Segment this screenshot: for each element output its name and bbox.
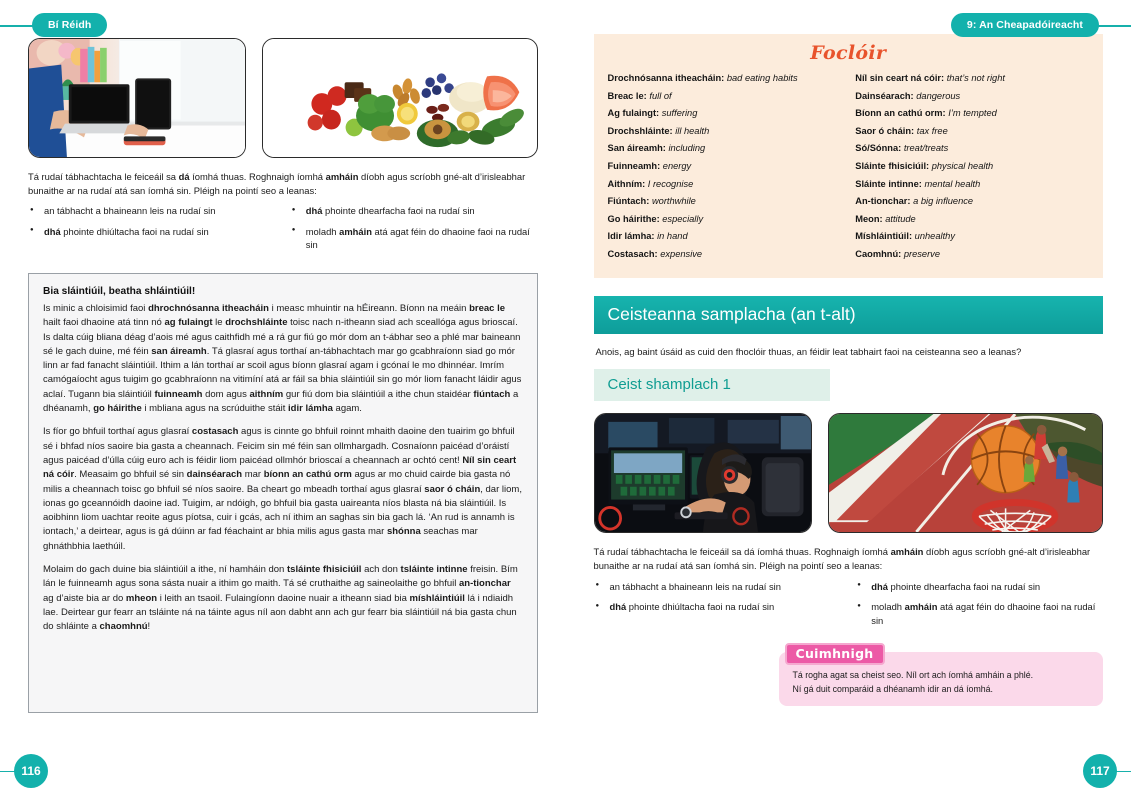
header-tab-left: Bí Réidh xyxy=(32,13,107,37)
article-paragraph: Molaim do gach duine bia sláintiúil a ithe, ní hamháin don tsláinte fhisiciúil ach don tsláinte intinne freisin. Bím lán le fuinneamh agus sona sásta nuair a ithim go maith. Tá sé cruthaithe ag saineolaithe go bhfuil an-tionchar ag d’aiste bia ar do mheon i leith an tsaoil. Fulaingíonn daoine nuair a itheann siad bia míshláintiúil lá i ndiaidh lae. Deirtear gur fearr an tsláinte ná na táinte agus níl aon dabht ann ach gur fearr bia sláintiúil ná bia gasta chun do shláinte a chaomhnú! xyxy=(43,564,518,633)
vocabulary-entry: Fuinneamh: energy xyxy=(607,160,692,171)
cuimhnigh-tag: Cuimhnigh xyxy=(785,643,885,665)
vocabulary-entry: Míshláintiúil: unhealthy xyxy=(855,231,955,242)
article-paragraph: Is fíor go bhfuil torthaí agus glasraí costasach agus is cinnte go bhfuil roinnt mhaith daoine den tuairim go bhfuil sé i bhfad níos saoire bia gasta a cheannach. Feicim sin mé féin san ollmhargadh. Cosnaíonn paicéad d’oráistí agus paicéad d’úlla cúig euro ach is féidir liom paicéad ollmhór brioscaí a cheannach ar ochtó cent! Níl sin ceart ná cóir. Measaim go bhfuil sé sin dainséarach mar bíonn an cathú orm agus ar mo chuid cairde bia gasta nó milis a cheannach toisc go bhfuil sé níos saoire. Ba cheart go mbeadh torthaí agus glasraí saor ó cháin, dar liom, ionas go gceannóidh daoine iad. Tuigim, ar ndóigh, go bhfuil bia gasta uaireanta níos blasta ná bia sláintiúil. Is aoibhinn liom uachtar reoite agus píotsa, cuir i gcás, ach ní ithim an saghas sin bia gach lá. ‘An rud is annamh is iontach,’ a deirtear, agus is gá dúinn ar fad féachaint ar bhia milis agus gasta mar shónna seachas mar ghnáthbhia laethúil. xyxy=(43,426,522,552)
vocabulary-entry: Saor ó cháin: tax free xyxy=(855,125,948,136)
vocabulary-entry: Dainséarach: dangerous xyxy=(855,90,961,101)
right-bullets-col2 xyxy=(855,580,1103,635)
page-number-right: 117 xyxy=(1083,754,1117,788)
sample-article-box xyxy=(28,273,538,713)
article-paragraph: Is minic a chloisimid faoi dhrochnósanna itheacháin i measc mhuintir na hÉireann. Bíonn na meáin breac le hailt faoi dhaoine atá tinn nó ag fulaingt le drochshláinte toisc nach n-itheann siad ach sceallóga agus brioscaí. Is dalta cúig bliana déag d’aois mé agus caithfidh mé a rá gur fiú go mór dom an t-ábhar seo a phlé mar baineann sé le gach duine, mé féin san áireamh. Tá glasraí agus torthaí an-tábhachtach mar go gcabhraíonn siad go mór linn ar fad fanacht sláintiúil. Ithim a lán torthaí ar scoil agus bíonn glasraí agam i gcónaí le mo dhinnéar. Imrím camógaíocht agus tuigim go gcabhraíonn na vitimíní atá ar fáil sa bhia sláintiúil sin go mór liom fanacht láidir agus aclaí. Tugann bia sláintiúil fuinneamh dom agus aithním gur fiú dom bia sláintiúil a ithe chun staidéar fiúntach a dhéanamh, go háirithe i mbliana agus na scrúduithe stáit idir lámha agam. xyxy=(43,302,522,415)
vocabulary-entry: Drochshláinte: ill health xyxy=(607,125,710,136)
left-bullets xyxy=(28,204,538,259)
photo-devices xyxy=(28,38,246,158)
right-image-row xyxy=(594,413,1104,533)
vocabulary-entry: Ag fulaingt: suffering xyxy=(607,108,698,119)
vocabulary-entry: Só/Sónna: treat/treats xyxy=(855,143,949,154)
left-image-row xyxy=(28,38,538,158)
section-intro-text: Anois, ag baint úsáid as cuid den fhoclóir thuas, an féidir leat tabhairt faoi na ceisteanna seo a leanas? xyxy=(595,345,1022,357)
photo-gaming xyxy=(594,413,812,533)
vocabulary-box xyxy=(594,34,1104,278)
left-intro-text: Tá rudaí tábhachtacha le feiceáil sa dá íomhá thuas. Roghnaigh íomhá amháin díobh agus scríobh gné-alt d’irisleabhar bunaithe ar na rudaí atá san íomhá sin. Pléigh na pointí seo a leanas: xyxy=(28,171,526,196)
photo-healthy-food xyxy=(262,38,537,158)
cuimhnigh-callout xyxy=(779,646,1104,706)
right-intro-text: Tá rudaí tábhachtacha le feiceáil sa dá íomhá thuas. Roghnaigh íomhá amháin díobh agus scríobh gné-alt d’irisleabhar bunaithe ar na rudaí atá san íomhá sin. Pléigh na pointí seo a leanas: xyxy=(593,546,1091,571)
vocabulary-columns xyxy=(608,70,1090,264)
vocabulary-column-1 xyxy=(608,70,842,264)
list-item: ● dhá phointe dhiúltacha faoi na rudaí sin xyxy=(594,600,842,614)
article-title: Bia sláintiúil, beatha shláintiúil! xyxy=(43,285,196,297)
list-item: ● dhá phointe dhearfacha faoi na rudaí sin xyxy=(855,580,1103,594)
vocabulary-column-2 xyxy=(855,70,1089,264)
vocabulary-entry: Sláinte fhisiciúil: physical health xyxy=(855,160,994,171)
vocabulary-entry: Aithním: I recognise xyxy=(607,178,694,189)
vocabulary-entry: Fiúntach: worthwhile xyxy=(607,196,696,207)
cuimhnigh-line: Ní gá duit comparáid a dhéanamh idir an dá íomhá. xyxy=(792,683,993,694)
vocabulary-entry: Sláinte intinne: mental health xyxy=(855,178,981,189)
vocabulary-entry: Meon: attitude xyxy=(855,213,916,224)
vocabulary-entry: An-tionchar: a big influence xyxy=(855,196,974,207)
vocabulary-entry: Bíonn an cathú orm: I’m tempted xyxy=(855,108,997,119)
vocabulary-entry: Breac le: full of xyxy=(607,90,672,101)
sub-heading: Ceist shamplach 1 xyxy=(594,369,830,401)
list-item: ● an tábhacht a bhaineann leis na rudaí sin xyxy=(28,204,276,218)
vocabulary-entry: Níl sin ceart ná cóir: that’s not right xyxy=(855,73,1005,83)
page-number-left: 116 xyxy=(14,754,48,788)
vocabulary-entry: Idir lámha: in hand xyxy=(607,231,688,242)
vocabulary-entry: San áireamh: including xyxy=(607,143,706,154)
list-item: ● moladh amháin atá agat féin do dhaoine faoi na rudaí sin xyxy=(290,225,538,252)
right-bullets xyxy=(594,580,1104,635)
cuimhnigh-line: Tá rogha agat sa cheist seo. Níl ort ach íomhá amháin a phlé. xyxy=(792,670,1034,681)
vocabulary-entry: Drochnósanna itheacháin: bad eating habits xyxy=(607,73,798,83)
right-bullets-col1 xyxy=(594,580,842,635)
vocabulary-entry: Caomhnú: preserve xyxy=(855,248,940,259)
list-item: ● dhá phointe dhearfacha faoi na rudaí sin xyxy=(290,204,538,218)
vocabulary-entry: Costasach: expensive xyxy=(607,248,703,259)
left-bullets-col2 xyxy=(290,204,538,259)
header-tab-right: 9: An Cheapadóireacht xyxy=(951,13,1099,37)
list-item: ● moladh amháin atá agat féin do dhaoine faoi na rudaí sin xyxy=(855,600,1103,627)
photo-basketball xyxy=(828,413,1103,533)
vocabulary-entry: Go háirithe: especially xyxy=(607,213,704,224)
left-bullets-col1 xyxy=(28,204,276,259)
vocabulary-title: Foclóir xyxy=(810,42,887,64)
section-heading: Ceisteanna samplacha (an t-alt) xyxy=(594,296,1104,334)
right-page xyxy=(566,0,1131,800)
list-item: ● dhá phointe dhiúltacha faoi na rudaí sin xyxy=(28,225,276,239)
list-item: ● an tábhacht a bhaineann leis na rudaí sin xyxy=(594,580,842,594)
